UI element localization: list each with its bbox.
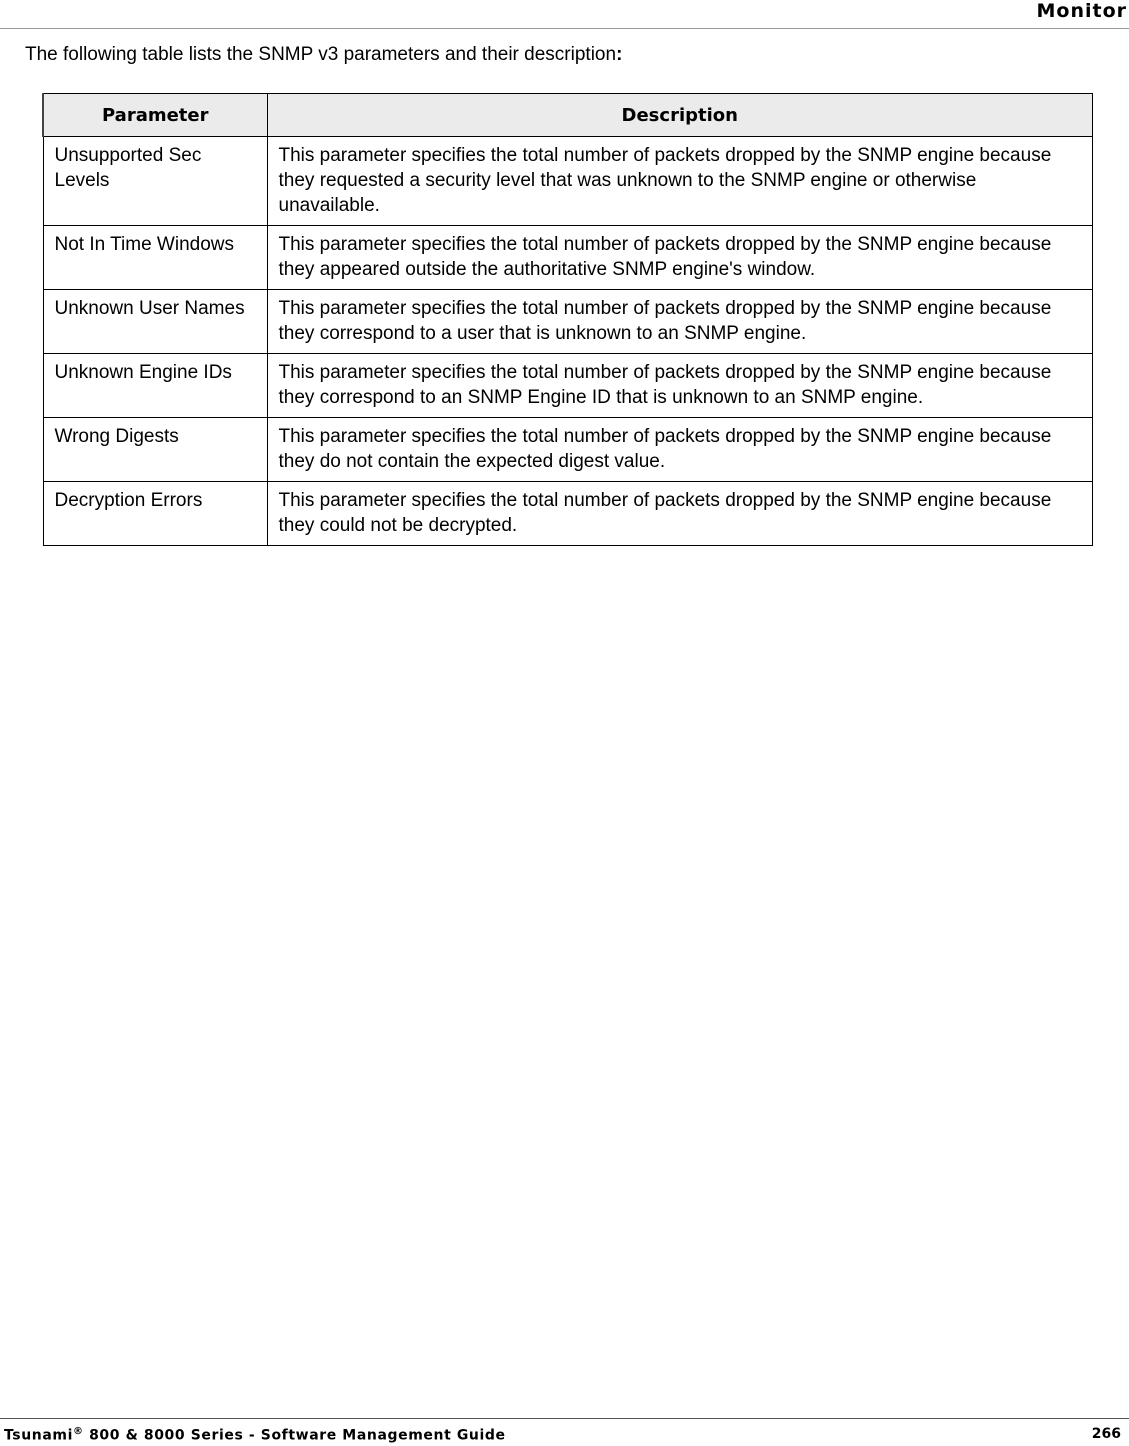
parameter-cell: Wrong Digests: [43, 418, 267, 482]
intro-paragraph: [25, 44, 622, 66]
parameter-cell: Not In Time Windows: [43, 226, 267, 290]
column-header-parameter: Parameter: [43, 94, 267, 137]
description-cell: This parameter specifies the total number of packets dropped by the SNMP engine because they could not be decrypted.: [267, 482, 1093, 546]
table-header-row: [43, 94, 1093, 137]
description-cell: This parameter specifies the total number of packets dropped by the SNMP engine because they do not contain the expected digest value.: [267, 418, 1093, 482]
snmp-v3-parameters-table: [42, 93, 1093, 546]
description-cell: This parameter specifies the total number of packets dropped by the SNMP engine because they appeared outside the authoritative SNMP engine's window.: [267, 226, 1093, 290]
parameter-cell: Unsupported Sec Levels: [43, 137, 267, 226]
table-row: [43, 137, 1093, 226]
table-row: [43, 482, 1093, 546]
intro-text: The following table lists the SNMP v3 parameters and their description: [25, 44, 617, 65]
parameter-cell: Unknown User Names: [43, 290, 267, 354]
column-header-description: Description: [267, 94, 1093, 137]
table-row: [43, 418, 1093, 482]
registered-mark: ®: [73, 1426, 84, 1437]
page-number: 266: [1091, 1426, 1121, 1442]
page-section-title: Monitor: [1036, 0, 1127, 22]
parameter-cell: Decryption Errors: [43, 482, 267, 546]
table-row: [43, 226, 1093, 290]
description-cell: This parameter specifies the total number of packets dropped by the SNMP engine because they requested a security level that was unknown to the SNMP engine or otherwise unavailable.: [267, 137, 1093, 226]
footer-product-name: Tsunami: [4, 1427, 73, 1444]
description-cell: This parameter specifies the total number of packets dropped by the SNMP engine because they correspond to a user that is unknown to an SNMP engine.: [267, 290, 1093, 354]
description-cell: This parameter specifies the total number of packets dropped by the SNMP engine because they correspond to an SNMP Engine ID that is unknown to an SNMP engine.: [267, 354, 1093, 418]
footer-guide-title: [4, 1426, 506, 1444]
parameter-cell: Unknown Engine IDs: [43, 354, 267, 418]
footer-guide-name: 800 & 8000 Series - Software Management Guide: [83, 1427, 506, 1444]
table-row: [43, 290, 1093, 354]
intro-colon: :: [616, 44, 623, 65]
footer-divider: [0, 1418, 1129, 1419]
header-divider: [0, 28, 1129, 29]
table-row: [43, 354, 1093, 418]
